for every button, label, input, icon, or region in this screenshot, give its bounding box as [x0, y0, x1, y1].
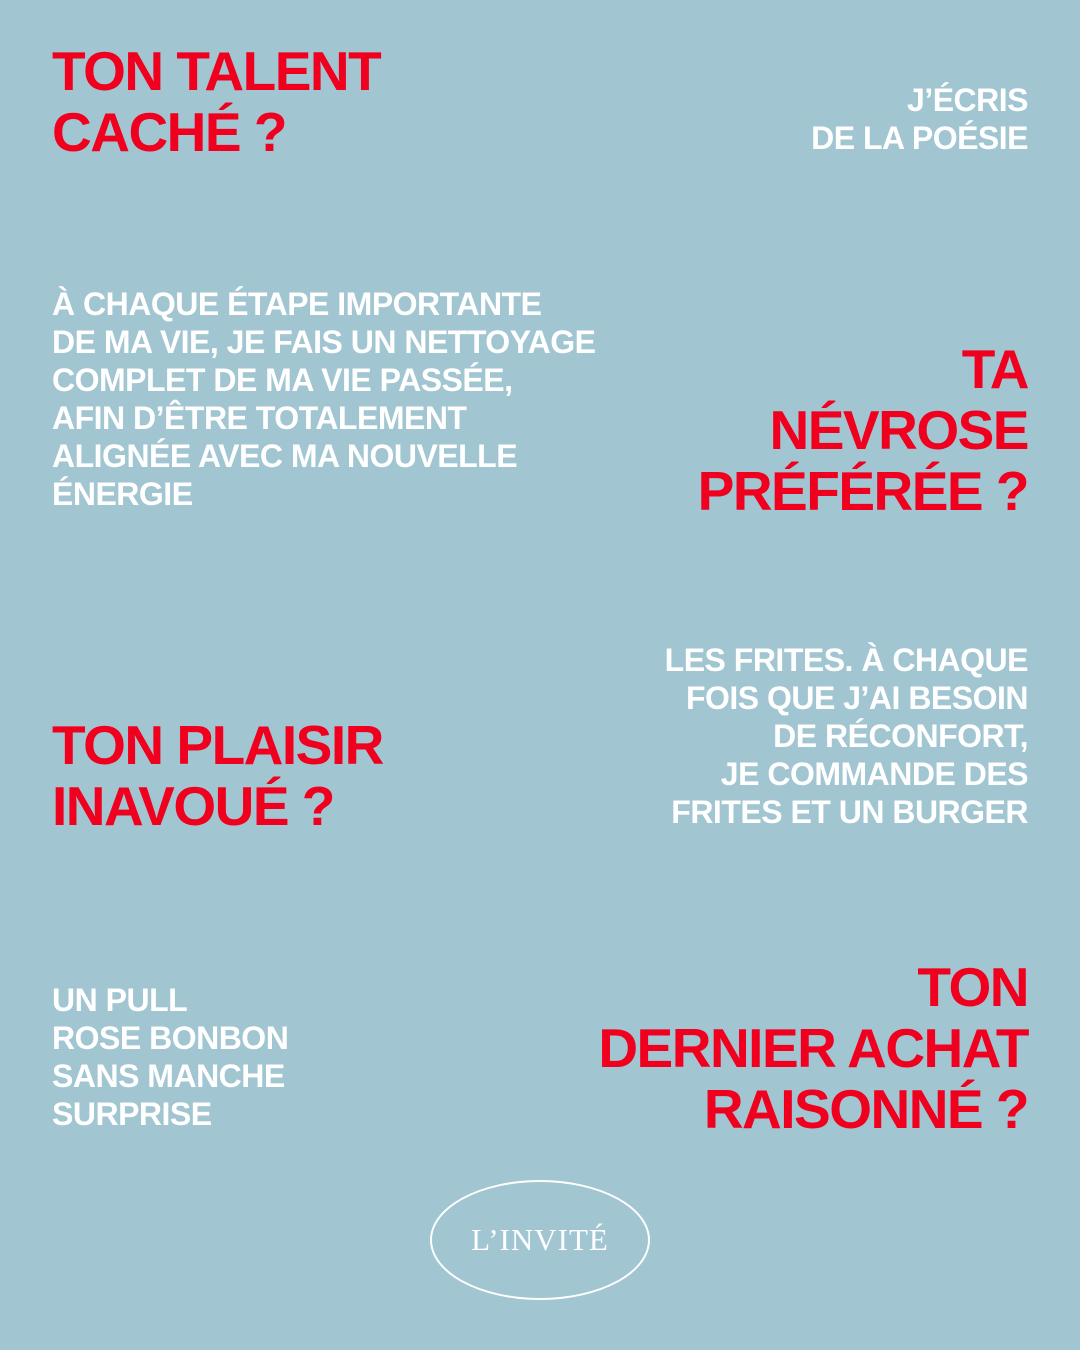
answer-achat: [52, 981, 288, 1133]
answer-line: DE MA VIE, JE FAIS UN NETTOYAGE: [52, 324, 596, 360]
answer-line: AFIN D’ÊTRE TOTALEMENT: [52, 400, 467, 436]
answer-line: J’ÉCRIS: [907, 82, 1028, 118]
answer-line: ROSE BONBON: [52, 1020, 289, 1056]
question-line: NÉVROSE: [769, 399, 1028, 461]
answer-line: COMPLET DE MA VIE PASSÉE,: [52, 362, 513, 398]
answer-line: SURPRISE: [52, 1096, 212, 1132]
question-line: PRÉFÉRÉE ?: [697, 460, 1028, 522]
answer-line: UN PULL: [52, 982, 188, 1018]
answer-line: LES FRITES. À CHAQUE: [664, 642, 1028, 678]
answer-plaisir: [665, 641, 1028, 831]
answer-line: JE COMMANDE DES: [720, 756, 1028, 792]
question-line: TA: [961, 338, 1028, 400]
answer-line: ALIGNÉE AVEC MA NOUVELLE: [52, 438, 518, 474]
question-line: TON TALENT: [52, 40, 381, 102]
question-achat: [598, 957, 1028, 1140]
question-plaisir: [52, 715, 383, 837]
question-nevrose: [698, 339, 1028, 522]
question-line: TON PLAISIR: [52, 714, 383, 776]
question-line: DERNIER ACHAT: [598, 1017, 1028, 1079]
question-line: RAISONNÉ ?: [703, 1078, 1028, 1140]
answer-talent: [811, 81, 1028, 157]
brand-logo: [430, 1180, 650, 1300]
question-talent: [52, 41, 380, 163]
answer-line: FRITES ET UN BURGER: [671, 794, 1028, 830]
answer-line: SANS MANCHE: [52, 1058, 285, 1094]
answer-line: ÉNERGIE: [52, 476, 193, 512]
question-line: CACHÉ ?: [52, 101, 286, 163]
answer-line: DE RÉCONFORT,: [773, 718, 1028, 754]
question-line: INAVOUÉ ?: [52, 775, 334, 837]
answer-line: FOIS QUE J’AI BESOIN: [685, 680, 1028, 716]
answer-line: DE LA POÉSIE: [811, 120, 1028, 156]
answer-nevrose: [52, 285, 595, 513]
brand-logo-text: L’INVITÉ: [471, 1222, 609, 1257]
answer-line: À CHAQUE ÉTAPE IMPORTANTE: [52, 286, 542, 322]
question-line: TON: [917, 956, 1028, 1018]
